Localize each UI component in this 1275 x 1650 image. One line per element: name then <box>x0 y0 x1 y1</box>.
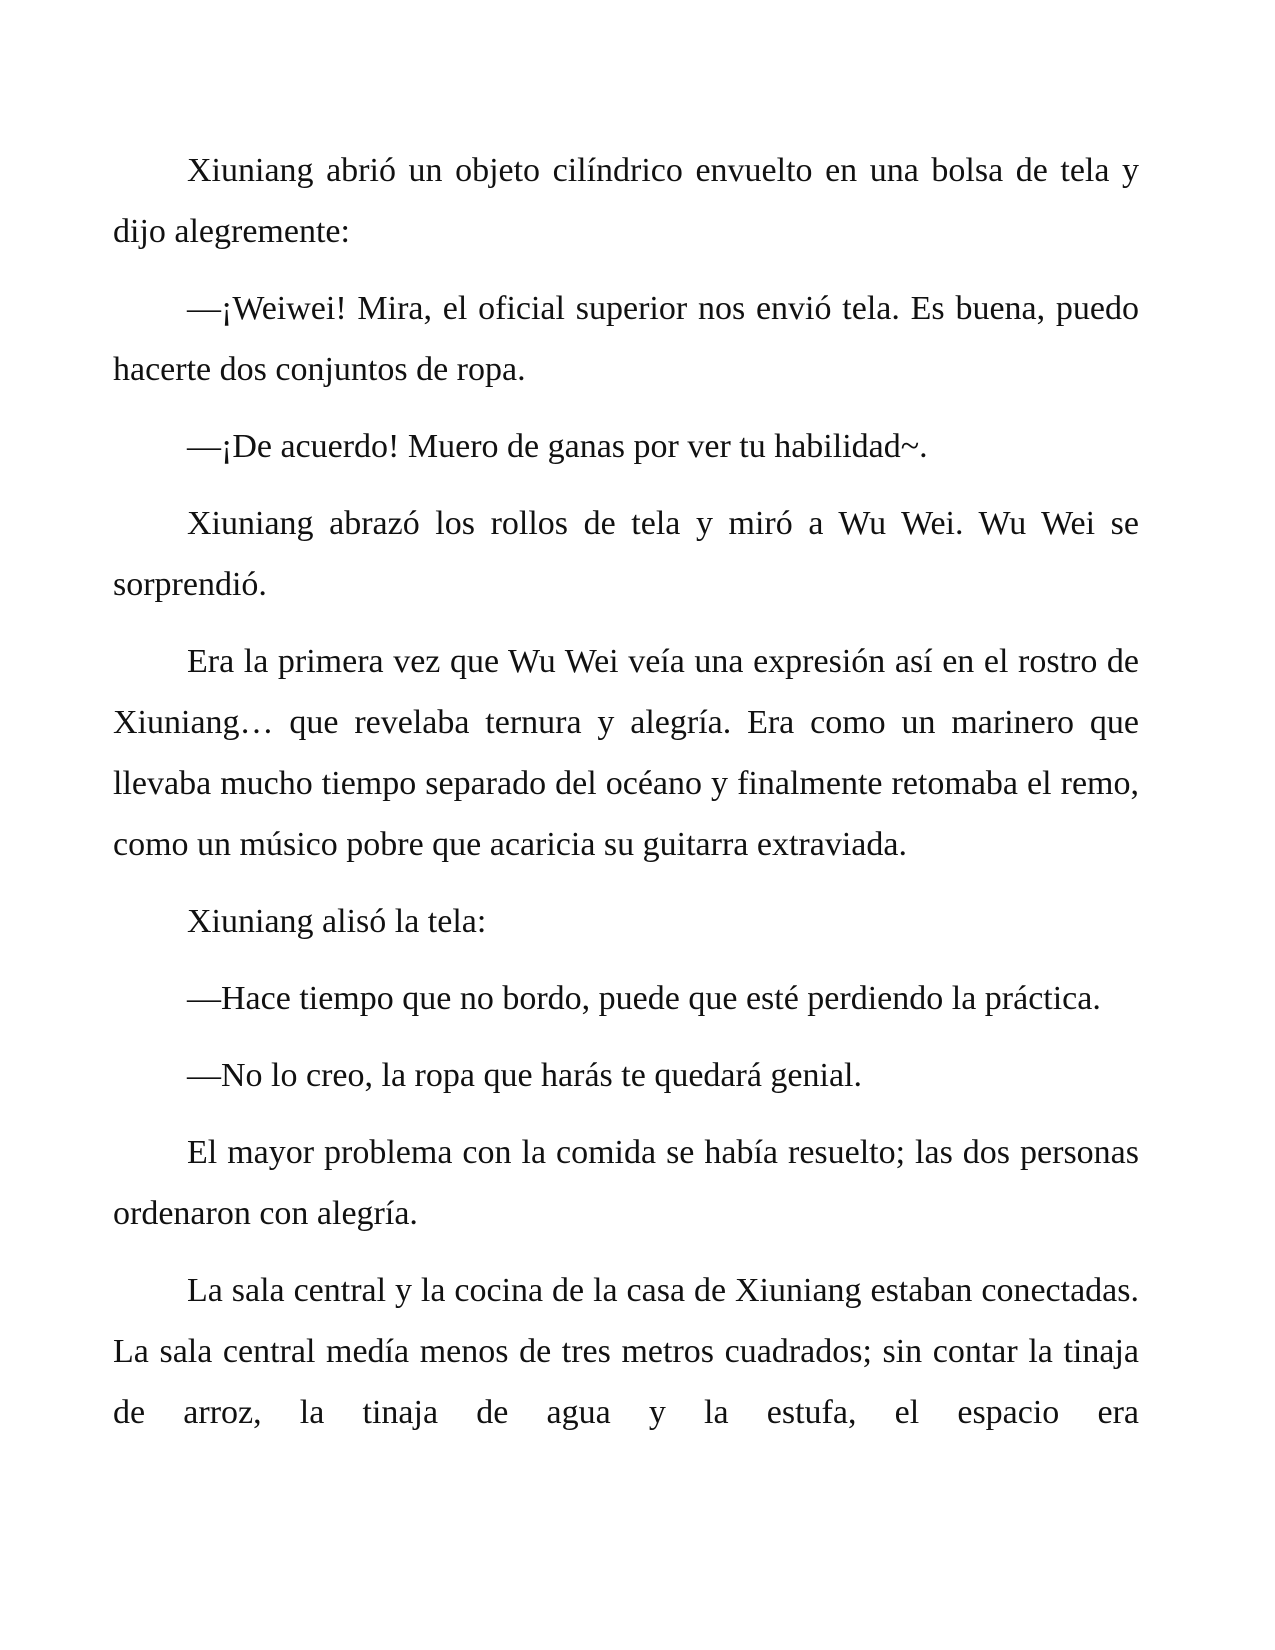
paragraph: Xiuniang abrazó los rollos de tela y miró a Wu Wei. Wu Wei se sorprendió. <box>113 505 1139 603</box>
paragraph: Xiuniang abrió un objeto cilíndrico envuelto en una bolsa de tela y dijo alegremente: <box>113 152 1139 250</box>
paragraph: Xiuniang alisó la tela: <box>187 903 487 940</box>
paragraph: El mayor problema con la comida se había resuelto; las dos personas ordenaron con alegría. <box>113 1134 1139 1232</box>
paragraph: —Hace tiempo que no bordo, puede que esté perdiendo la práctica. <box>187 980 1101 1017</box>
paragraph: —¡Weiwei! Mira, el oficial superior nos envió tela. Es buena, puedo hacerte dos conjuntos de ropa. <box>113 290 1139 388</box>
paragraph: Era la primera vez que Wu Wei veía una expresión así en el rostro de Xiuniang… que revelaba ternura y alegría. Era como un marinero que llevaba mucho tiempo separado del océano y finalmente retomaba el remo, como un músico pobre que acaricia su guitarra extraviada. <box>113 643 1139 863</box>
paragraph: La sala central y la cocina de la casa de Xiuniang estaban conectadas. La sala central medía menos de tres metros cuadrados; sin contar la tinaja de arroz, la tinaja de agua y la estufa, el espacio era <box>113 1272 1139 1431</box>
paragraph: —¡De acuerdo! Muero de ganas por ver tu habilidad~. <box>187 428 928 465</box>
page-body <box>113 140 1139 1459</box>
paragraph: —No lo creo, la ropa que harás te quedará genial. <box>187 1057 862 1094</box>
